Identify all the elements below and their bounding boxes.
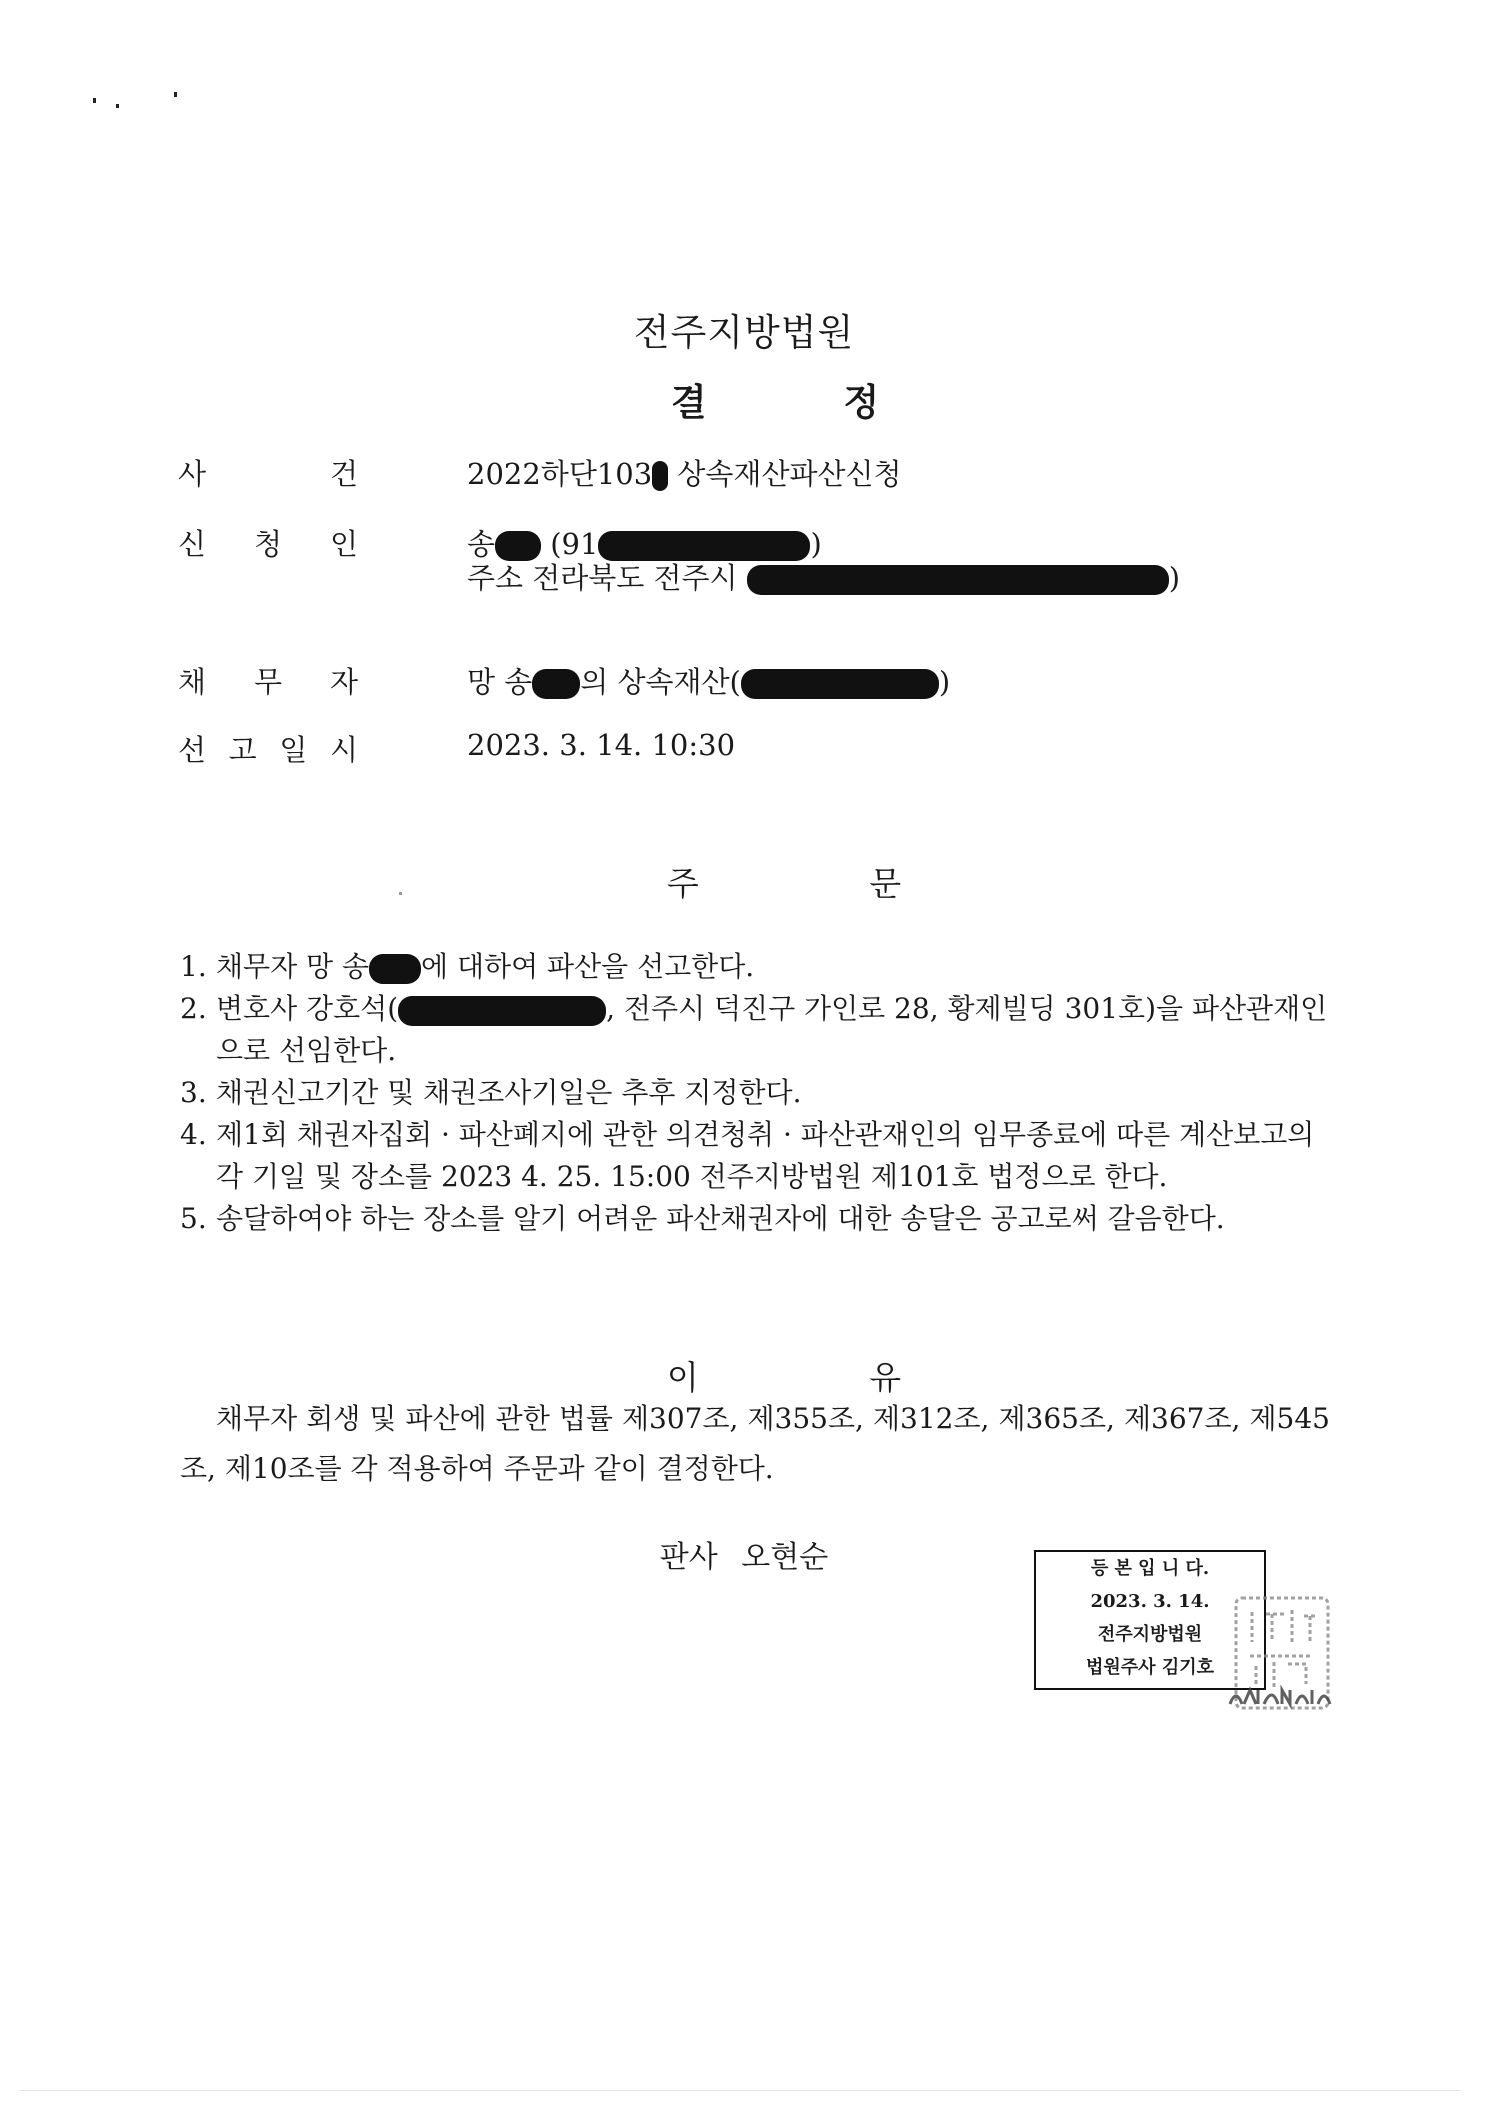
stamp-line: 전주지방법원	[1097, 1624, 1203, 1645]
order-item	[180, 946, 1330, 988]
redaction-mark	[532, 669, 580, 699]
judge-signature: 판사 오현순	[659, 1540, 829, 1575]
closing-paren: )	[938, 665, 951, 699]
closing-paren: )	[1168, 561, 1181, 595]
reason-text: 채무자 회생 및 파산에 관한 법률 제307조, 제355조, 제312조, 제365조, 제367조, 제545조, 제10조를 각 적용하여 주문과 같이 결정한다.	[180, 1402, 1330, 1485]
item-text	[216, 946, 754, 988]
debtor-label: 채 무 자	[178, 665, 358, 699]
closing-paren: )	[810, 527, 822, 561]
redaction-mark	[747, 565, 1169, 595]
applicant-name: 송	[467, 527, 496, 561]
applicant-id-prefix: (91	[541, 527, 599, 561]
item-text: 제1회 채권자집회 · 파산폐지에 관한 의견청취 · 파산관재인의 임무종료에 따른 계산보고의 각 기일 및 장소를 2023 4. 25. 15:00 전주지방법원 제101호 법정으로 한다.	[216, 1118, 1315, 1193]
order-item	[180, 1198, 1330, 1240]
court-title: 전주지방법원	[633, 311, 855, 354]
item-number: 1.	[180, 950, 207, 983]
debtor-estate: 의 상속재산(	[580, 665, 741, 699]
redaction-mark	[398, 996, 606, 1026]
scan-edge-line	[20, 2090, 1460, 2091]
applicant-label: 신 청 인	[178, 527, 358, 561]
order-list	[180, 946, 1330, 1240]
stamp-line: 등 본 입 니 다.	[1090, 1558, 1210, 1579]
stamp-line: 법원주사 김기호	[1086, 1657, 1214, 1678]
stamp-line: 2023. 3. 14.	[1090, 1591, 1210, 1612]
item-text	[216, 988, 1330, 1072]
redaction-mark	[652, 461, 668, 491]
redaction-mark	[369, 954, 421, 984]
order-item	[180, 1114, 1330, 1198]
debtor-value	[467, 660, 950, 701]
item-text-part: 에 대하여 파산을 선고한다.	[421, 950, 755, 983]
scan-speck	[116, 104, 119, 108]
item-number: 5.	[180, 1202, 207, 1235]
item-number: 4.	[180, 1118, 207, 1151]
scan-speck	[399, 892, 402, 895]
case-number: 2022하단103	[467, 457, 653, 491]
item-text: 송달하여야 하는 장소를 알기 어려운 파산채권자에 대한 송달은 공고로써 갈음한다.	[216, 1202, 1225, 1235]
scan-speck	[93, 98, 96, 103]
case-type: 상속재산파산신청	[668, 457, 902, 491]
applicant-address	[467, 556, 1180, 597]
address-text: 주소 전라북도 전주시	[467, 561, 747, 595]
order-item	[180, 1072, 1330, 1114]
item-text: 채권신고기간 및 채권조사기일은 추후 지정한다.	[216, 1076, 802, 1109]
order-item	[180, 988, 1330, 1072]
date-label: 선 고 일 시	[178, 733, 358, 767]
item-text-part: 채무자 망 송	[216, 950, 370, 983]
date-value: 2023. 3. 14. 10:30	[467, 728, 736, 762]
order-heading: 주 문	[666, 864, 982, 903]
item-text-part: 변호사 강호석(	[216, 992, 399, 1025]
item-number: 2.	[180, 992, 207, 1025]
scan-speck	[174, 92, 177, 97]
case-value	[467, 452, 902, 493]
item-text-part: , 전주시 덕진구 가인로 28, 황제빌딩 301호)을 파산관재인으로 선임한다.	[216, 992, 1328, 1067]
redaction-mark	[741, 669, 939, 699]
item-number: 3.	[180, 1076, 207, 1109]
debtor-name: 망 송	[467, 665, 533, 699]
court-seal-icon	[1222, 1592, 1342, 1722]
document-type-title: 결 정	[670, 381, 942, 424]
reason-heading: 이 유	[666, 1358, 982, 1397]
case-label: 사 건	[178, 457, 358, 491]
